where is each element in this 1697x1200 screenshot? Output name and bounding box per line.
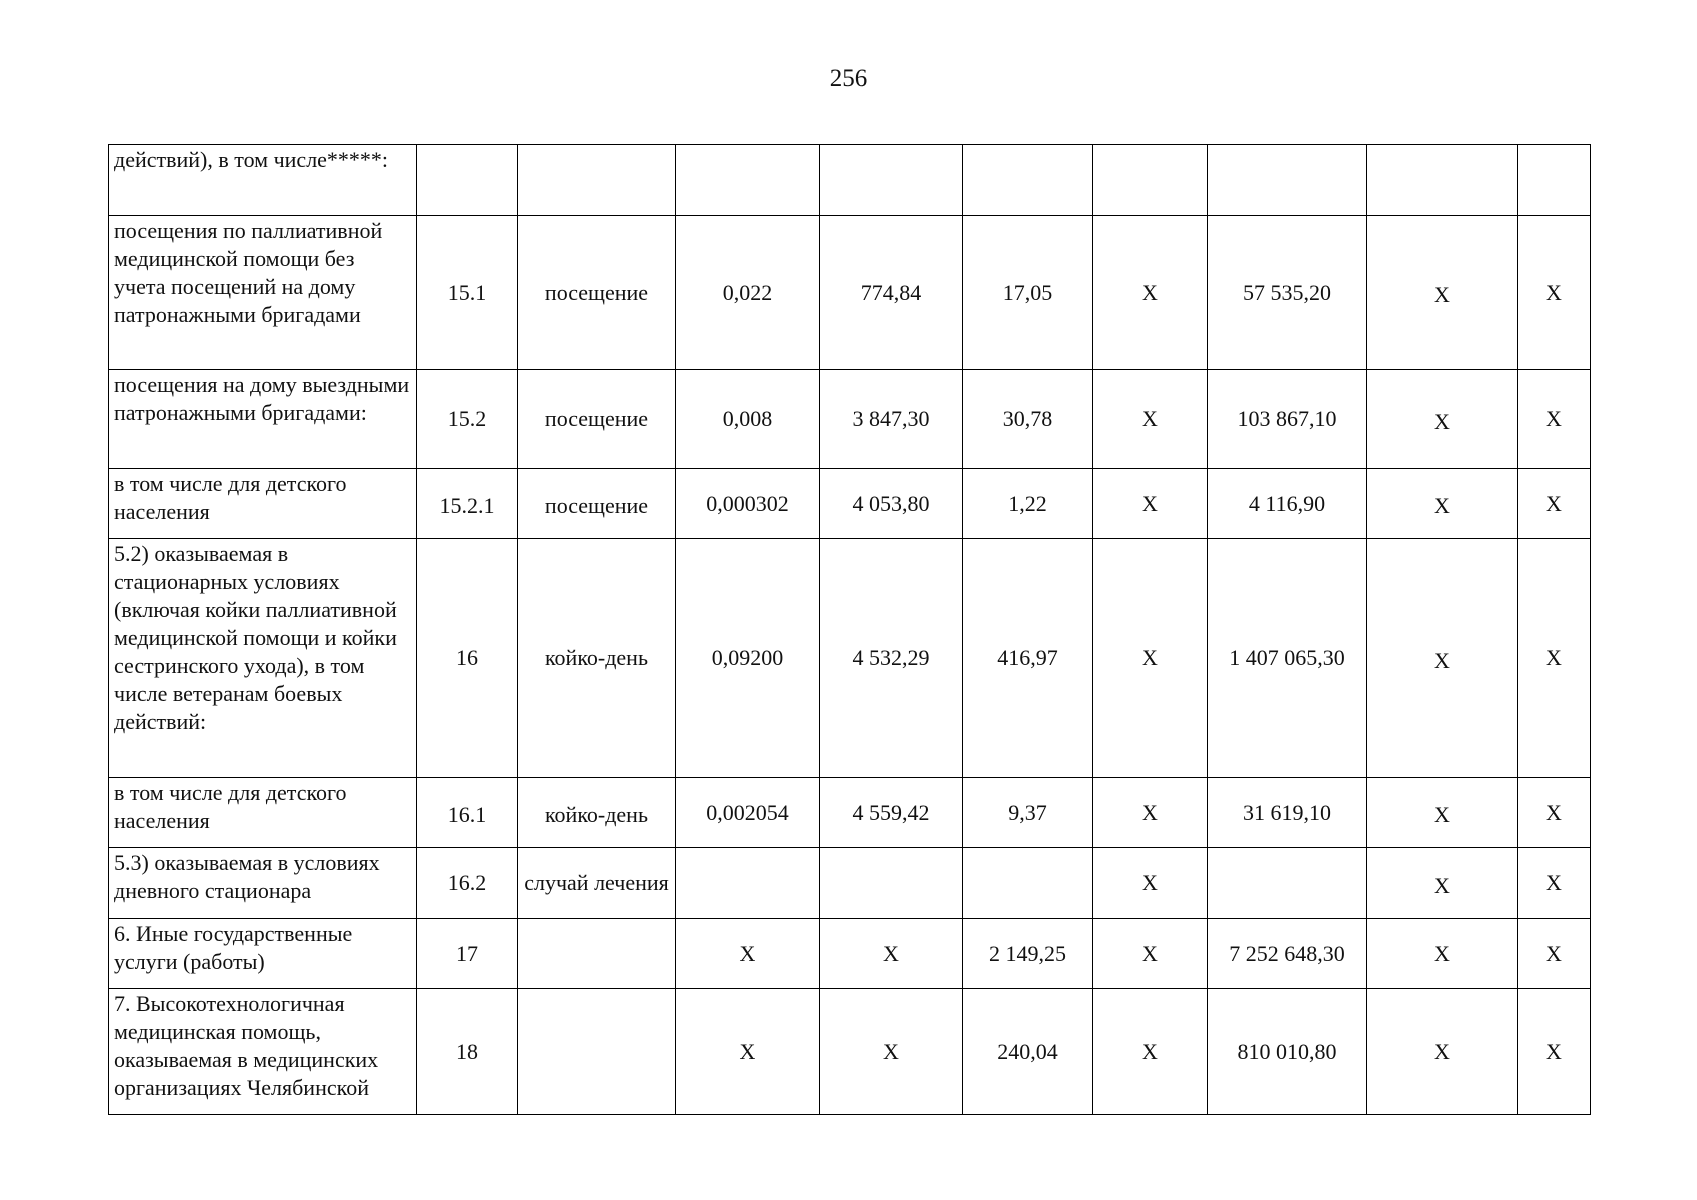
unit-cell: случай лечения: [518, 848, 676, 919]
value-cell: 416,97: [963, 539, 1093, 778]
table-row: [109, 919, 1591, 989]
unit-cell: посещение: [518, 216, 676, 370]
value-cell: X: [820, 919, 963, 989]
value-cell: 240,04: [963, 989, 1093, 1115]
value-cell: X: [1093, 989, 1208, 1115]
table-body: [109, 145, 1591, 1115]
row-number: 17: [417, 919, 518, 989]
value-cell: 7 252 648,30: [1208, 919, 1367, 989]
row-label: посещения на дому выездными патронажными бригадами:: [109, 370, 417, 469]
table-row: [109, 216, 1591, 370]
value-cell: 3 847,30: [820, 370, 963, 469]
value-cell: X: [676, 919, 820, 989]
value-cell: 1 407 065,30: [1208, 539, 1367, 778]
value-cell: [1208, 848, 1367, 919]
row-label: 5.2) оказываемая в стационарных условиях (включая койки паллиативной медицинской помощи и койки сестринского ухода), в том числе ветеранам боевых действий:: [109, 539, 417, 778]
value-cell: [1093, 145, 1208, 216]
value-cell: 0,002054: [676, 778, 820, 848]
value-cell: [963, 145, 1093, 216]
table-row: [109, 145, 1591, 216]
value-cell: X: [1093, 539, 1208, 778]
value-cell: X: [1093, 919, 1208, 989]
value-cell: X: [1518, 469, 1591, 539]
value-cell: [1367, 145, 1518, 216]
value-cell: X: [1093, 370, 1208, 469]
value-cell: 2 149,25: [963, 919, 1093, 989]
value-cell: X: [1518, 216, 1591, 370]
row-label: действий), в том числе*****:: [109, 145, 417, 216]
table-row: [109, 848, 1591, 919]
value-cell: 774,84: [820, 216, 963, 370]
value-cell: X: [1093, 848, 1208, 919]
table-row: [109, 989, 1591, 1115]
value-cell: 30,78: [963, 370, 1093, 469]
value-cell: 57 535,20: [1208, 216, 1367, 370]
value-cell: X: [1518, 989, 1591, 1115]
unit-cell: [518, 919, 676, 989]
table-row: [109, 469, 1591, 539]
table-row: [109, 370, 1591, 469]
row-label: 7. Высокотехнологичная медицинская помощь, оказываемая в медицинских организациях Челябинской: [109, 989, 417, 1115]
row-number: 16.2: [417, 848, 518, 919]
value-cell: [963, 848, 1093, 919]
value-cell: X: [1518, 370, 1591, 469]
value-cell: X: [1367, 778, 1518, 848]
value-cell: [1208, 145, 1367, 216]
table-row: [109, 539, 1591, 778]
value-cell: 0,022: [676, 216, 820, 370]
value-cell: 103 867,10: [1208, 370, 1367, 469]
value-cell: [820, 848, 963, 919]
value-cell: 0,000302: [676, 469, 820, 539]
value-cell: X: [1518, 539, 1591, 778]
value-cell: 4 053,80: [820, 469, 963, 539]
value-cell: X: [1518, 848, 1591, 919]
row-number: 15.2.1: [417, 469, 518, 539]
page-number: 256: [829, 65, 868, 92]
value-cell: X: [820, 989, 963, 1115]
value-cell: 0,09200: [676, 539, 820, 778]
row-label: в том числе для детского населения: [109, 469, 417, 539]
row-number: 18: [417, 989, 518, 1115]
value-cell: 4 532,29: [820, 539, 963, 778]
value-cell: 17,05: [963, 216, 1093, 370]
value-cell: [676, 848, 820, 919]
row-number: 16.1: [417, 778, 518, 848]
value-cell: X: [1367, 539, 1518, 778]
table-row: [109, 778, 1591, 848]
value-cell: 0,008: [676, 370, 820, 469]
row-label: 5.3) оказываемая в условиях дневного стационара: [109, 848, 417, 919]
unit-cell: койко-день: [518, 539, 676, 778]
value-cell: [1518, 145, 1591, 216]
value-cell: X: [1367, 919, 1518, 989]
value-cell: X: [1367, 370, 1518, 469]
value-cell: [820, 145, 963, 216]
value-cell: X: [1367, 848, 1518, 919]
row-label: 6. Иные государственные услуги (работы): [109, 919, 417, 989]
value-cell: X: [1518, 778, 1591, 848]
value-cell: 4 116,90: [1208, 469, 1367, 539]
value-cell: X: [1367, 216, 1518, 370]
value-cell: 31 619,10: [1208, 778, 1367, 848]
value-cell: X: [1367, 989, 1518, 1115]
row-number: 16: [417, 539, 518, 778]
row-number: [417, 145, 518, 216]
value-cell: X: [1093, 469, 1208, 539]
value-cell: X: [1367, 469, 1518, 539]
unit-cell: койко-день: [518, 778, 676, 848]
unit-cell: [518, 989, 676, 1115]
row-number: 15.1: [417, 216, 518, 370]
row-label: посещения по паллиативной медицинской помощи без учета посещений на дому патронажными бригадами: [109, 216, 417, 370]
value-cell: X: [1093, 216, 1208, 370]
value-cell: 1,22: [963, 469, 1093, 539]
value-cell: 810 010,80: [1208, 989, 1367, 1115]
value-cell: X: [1518, 919, 1591, 989]
value-cell: 4 559,42: [820, 778, 963, 848]
unit-cell: [518, 145, 676, 216]
row-number: 15.2: [417, 370, 518, 469]
row-label: в том числе для детского населения: [109, 778, 417, 848]
value-cell: [676, 145, 820, 216]
unit-cell: посещение: [518, 469, 676, 539]
value-cell: 9,37: [963, 778, 1093, 848]
unit-cell: посещение: [518, 370, 676, 469]
value-cell: X: [676, 989, 820, 1115]
document-table: [108, 144, 1591, 1115]
value-cell: X: [1093, 778, 1208, 848]
